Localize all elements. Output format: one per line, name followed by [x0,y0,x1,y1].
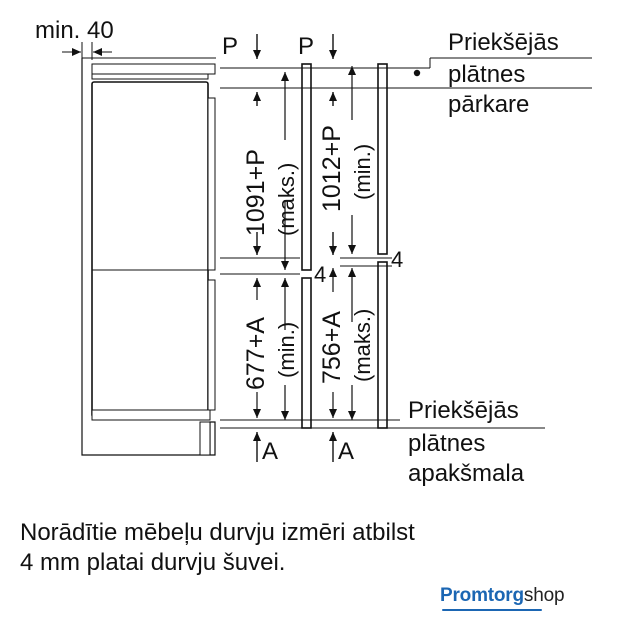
cabinet [82,58,216,455]
bottom-callout-line3: apakšmala [408,460,525,487]
top-callout-dot [414,70,420,76]
top-callout-line2: plātnes [448,61,526,88]
lower-right-door [378,262,387,428]
base-foot [200,422,210,455]
dim-lower-right-note: (maks.) [350,308,375,382]
base-plinth [92,410,210,420]
appliance-body [92,82,208,417]
note-line-2: 4 mm platai durvju šuvei. [20,549,286,576]
dim-upper-left-note: (maks.) [274,162,299,236]
dim-lower-left-value: 677+A [242,317,270,390]
dim-upper-right-value: 1012+P [318,125,346,212]
top-callout-line3: pārkare [448,91,530,118]
seam-label-right: 4 [391,247,404,272]
dim-upper-right-note: (min.) [350,143,375,200]
brand-part-1: Promtorg [440,585,524,606]
upper-left-door [302,64,311,270]
top-panel [92,64,215,74]
cabinet-side-upper [208,98,215,270]
p-label-left: P [222,33,239,60]
top-callout-line1: Priekšējās [448,29,559,56]
dimension-note [20,518,580,578]
a-label-left: A [262,438,279,465]
cabinet-side-lower [208,280,215,410]
dim-lower-left-note: (min.) [274,321,299,378]
dim-upper-left-value: 1091+P [242,149,270,236]
brand-underline [442,609,542,611]
top-panel-inner [92,74,208,79]
note-line-1: Norādītie mēbeļu durvju izmēri atbilst [20,519,415,546]
bottom-callout-line1: Priekšējās [408,397,519,424]
upper-right-door [378,64,387,254]
lower-left-door [302,278,311,428]
a-label-right: A [338,438,355,465]
brand-part-2: shop [523,585,565,606]
seam-label-left: 4 [314,262,327,287]
dim-lower-right-value: 756+A [318,311,346,384]
brand-logo [440,585,564,607]
p-label-right: P [298,33,315,60]
bottom-callout-line2: plātnes [408,430,486,457]
gap-label: min. 40 [35,17,114,44]
